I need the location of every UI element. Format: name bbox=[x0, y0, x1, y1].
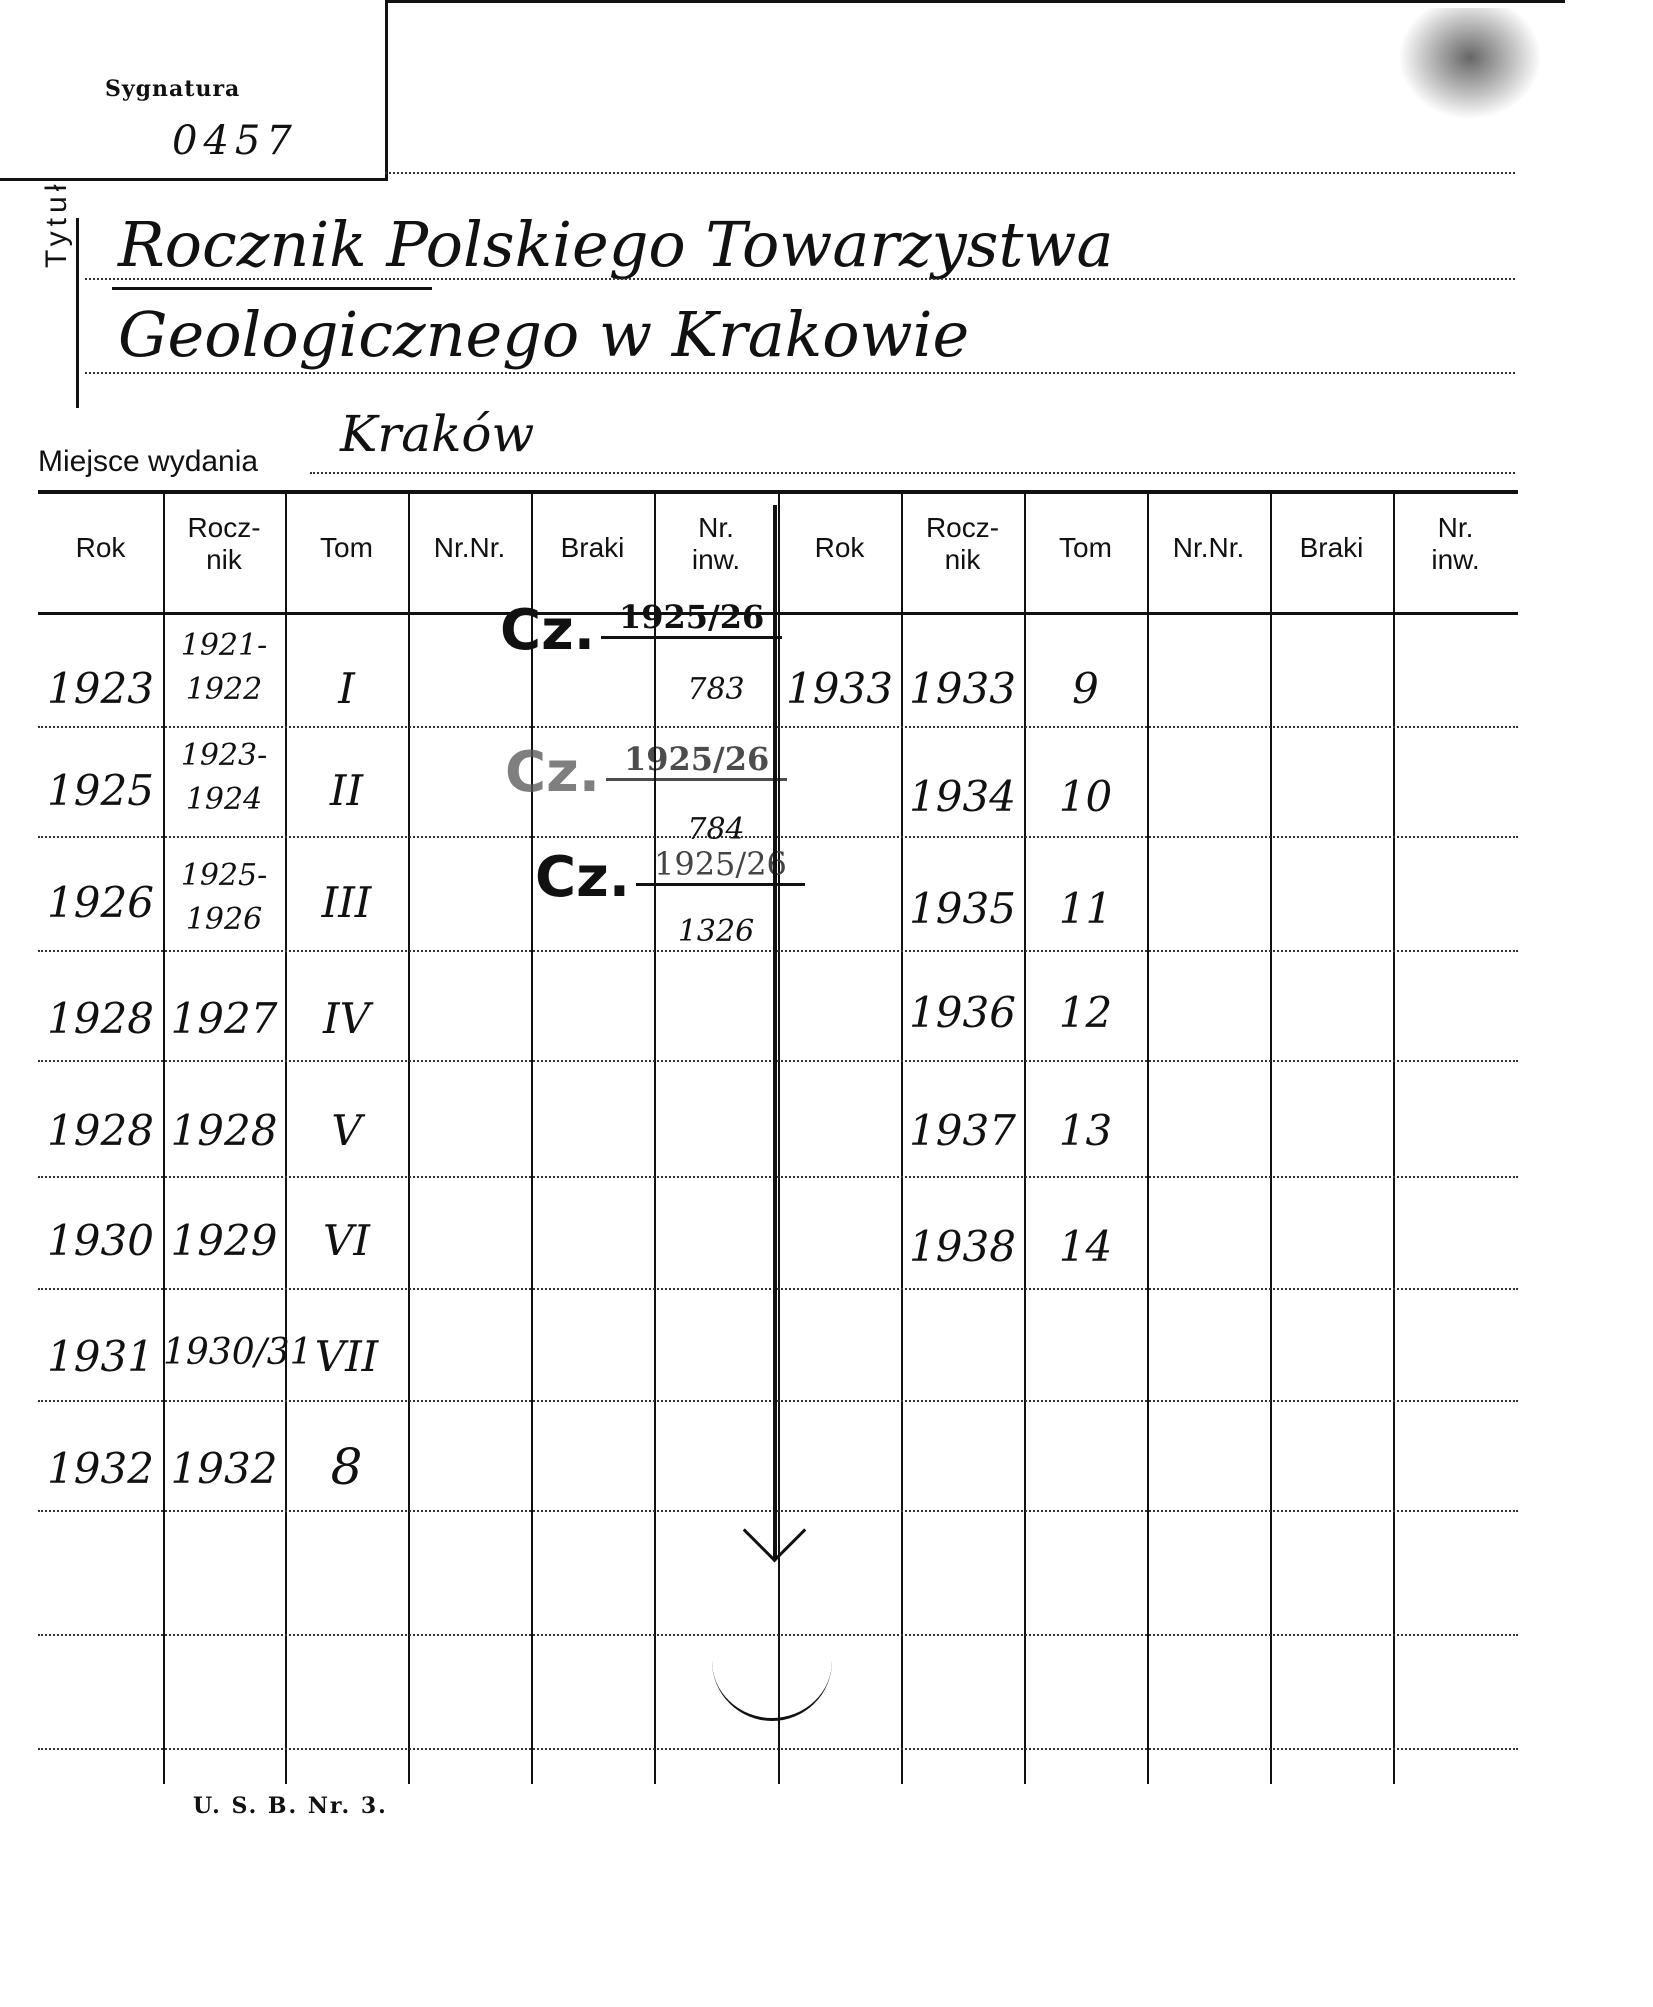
rocznik-cell: 1937 bbox=[909, 1106, 1016, 1155]
rok-cell: 1928 bbox=[47, 994, 154, 1043]
header-rocznik: Rocz- nik bbox=[187, 512, 261, 575]
row-divider bbox=[38, 836, 1518, 838]
row-divider bbox=[38, 950, 1518, 952]
rocznik-cell: 1930/31 bbox=[163, 1332, 313, 1373]
stamp-value: 1925/26 bbox=[601, 598, 782, 639]
header-nr-nr: Nr.Nr. bbox=[1172, 532, 1245, 563]
tom-cell: IV bbox=[323, 994, 370, 1043]
dotted-line bbox=[85, 278, 1515, 280]
tom-cell: II bbox=[329, 766, 364, 815]
rocznik-end: 1926 bbox=[185, 902, 263, 937]
stamp-prefix: Cz. bbox=[500, 598, 595, 663]
rok-cell: 1932 bbox=[47, 1444, 154, 1493]
rocznik-start: 1923- bbox=[180, 738, 268, 773]
tom-cell: 12 bbox=[1058, 988, 1113, 1037]
rocznik-cell: 1932 bbox=[170, 1444, 278, 1493]
rocznik-cell: 1927 bbox=[170, 994, 278, 1043]
dotted-line bbox=[85, 372, 1515, 374]
stamp-value: 1925/26 bbox=[636, 845, 805, 886]
dotted-line bbox=[310, 472, 1515, 474]
form-number: U. S. B. Nr. 3. bbox=[193, 1793, 388, 1819]
rocznik-cell bbox=[163, 854, 285, 942]
rocznik-cell: 1933 bbox=[909, 664, 1016, 713]
nr-inw-cell: 1326 bbox=[677, 914, 755, 949]
tom-cell: V bbox=[331, 1106, 362, 1155]
nr-inw-cell: 784 bbox=[687, 812, 745, 847]
rocznik-cell bbox=[163, 734, 285, 822]
tom-cell: III bbox=[321, 878, 372, 927]
cz-stamp bbox=[535, 845, 805, 910]
header-nr-inw: Nr. inw. bbox=[691, 512, 741, 575]
rok-cell: 1931 bbox=[47, 1332, 154, 1381]
header-nr-inw: Nr. inw. bbox=[1431, 512, 1480, 575]
rocznik-cell: 1929 bbox=[170, 1216, 278, 1265]
header-braki: Braki bbox=[1299, 532, 1364, 563]
rocznik-cell: 1935 bbox=[909, 884, 1016, 933]
row-divider bbox=[38, 1060, 1518, 1062]
header-tom: Tom bbox=[1059, 532, 1112, 563]
rocznik-end: 1922 bbox=[185, 672, 263, 707]
row-divider bbox=[38, 1400, 1518, 1402]
cz-stamp-faint bbox=[505, 740, 787, 805]
holdings-table bbox=[38, 494, 1518, 1784]
sygnatura-label: Sygnatura bbox=[105, 76, 241, 102]
top-border bbox=[385, 0, 1565, 3]
column-divider bbox=[1147, 494, 1149, 1784]
header-rok: Rok bbox=[814, 532, 865, 563]
tom-cell: 11 bbox=[1058, 884, 1113, 933]
header-nr-nr: Nr.Nr. bbox=[433, 532, 506, 563]
continuation-arrow bbox=[773, 505, 777, 1560]
dotted-line bbox=[385, 172, 1515, 174]
header-braki: Braki bbox=[560, 532, 625, 563]
column-divider bbox=[1393, 494, 1395, 1784]
rocznik-cell: 1928 bbox=[170, 1106, 278, 1155]
column-divider bbox=[1270, 494, 1272, 1784]
header-rocznik: Rocz- nik bbox=[925, 512, 1000, 575]
rok-cell: 1926 bbox=[47, 878, 154, 927]
tom-cell: VI bbox=[323, 1216, 370, 1265]
miejsce-wydania-value: Kraków bbox=[340, 405, 535, 463]
row-divider bbox=[38, 1634, 1518, 1636]
rocznik-cell bbox=[163, 624, 285, 712]
stamp-prefix: Cz. bbox=[535, 845, 630, 910]
rok-cell: 1923 bbox=[47, 664, 154, 713]
rocznik-cell: 1934 bbox=[909, 772, 1016, 821]
tom-cell: 13 bbox=[1058, 1106, 1113, 1155]
row-divider bbox=[38, 1176, 1518, 1178]
tytul-bracket bbox=[76, 218, 79, 408]
tom-cell: 9 bbox=[1072, 664, 1099, 713]
miejsce-wydania-label: Miejsce wydania bbox=[38, 445, 259, 478]
column-divider bbox=[408, 494, 410, 1784]
nr-inw-cell: 783 bbox=[687, 672, 745, 707]
stamp-prefix: Cz. bbox=[505, 740, 600, 805]
row-divider bbox=[38, 726, 1518, 728]
rok-cell: 1925 bbox=[47, 766, 154, 815]
tom-cell: I bbox=[338, 664, 355, 713]
row-divider bbox=[38, 1288, 1518, 1290]
rocznik-start: 1921- bbox=[180, 628, 268, 663]
sygnatura-value: 0457 bbox=[172, 118, 298, 164]
tom-cell: 10 bbox=[1058, 772, 1113, 821]
tytul-label: Tytuł bbox=[40, 179, 73, 268]
ink-blot bbox=[1400, 8, 1540, 118]
sygnatura-box bbox=[0, 0, 388, 181]
rocznik-cell: 1936 bbox=[909, 988, 1016, 1037]
title-underline bbox=[112, 287, 432, 290]
tom-cell: VII bbox=[314, 1332, 379, 1381]
header-rok: Rok bbox=[75, 532, 126, 563]
rocznik-start: 1925- bbox=[180, 858, 268, 893]
tom-cell: 14 bbox=[1058, 1222, 1113, 1271]
rocznik-cell: 1938 bbox=[909, 1222, 1016, 1271]
column-divider bbox=[531, 494, 533, 1784]
tom-cell: 8 bbox=[330, 1438, 363, 1496]
title-line-1: Rocznik Polskiego Towarzystwa bbox=[118, 208, 1114, 281]
rok-cell: 1930 bbox=[47, 1216, 154, 1265]
stamp-value: 1925/26 bbox=[606, 740, 787, 781]
title-line-2: Geologicznego w Krakowie bbox=[118, 298, 970, 371]
rok-cell: 1928 bbox=[47, 1106, 154, 1155]
row-divider bbox=[38, 1748, 1518, 1750]
rok-cell: 1933 bbox=[786, 664, 893, 713]
header-tom: Tom bbox=[320, 532, 373, 563]
rocznik-end: 1924 bbox=[185, 782, 263, 817]
cz-stamp bbox=[500, 598, 782, 663]
